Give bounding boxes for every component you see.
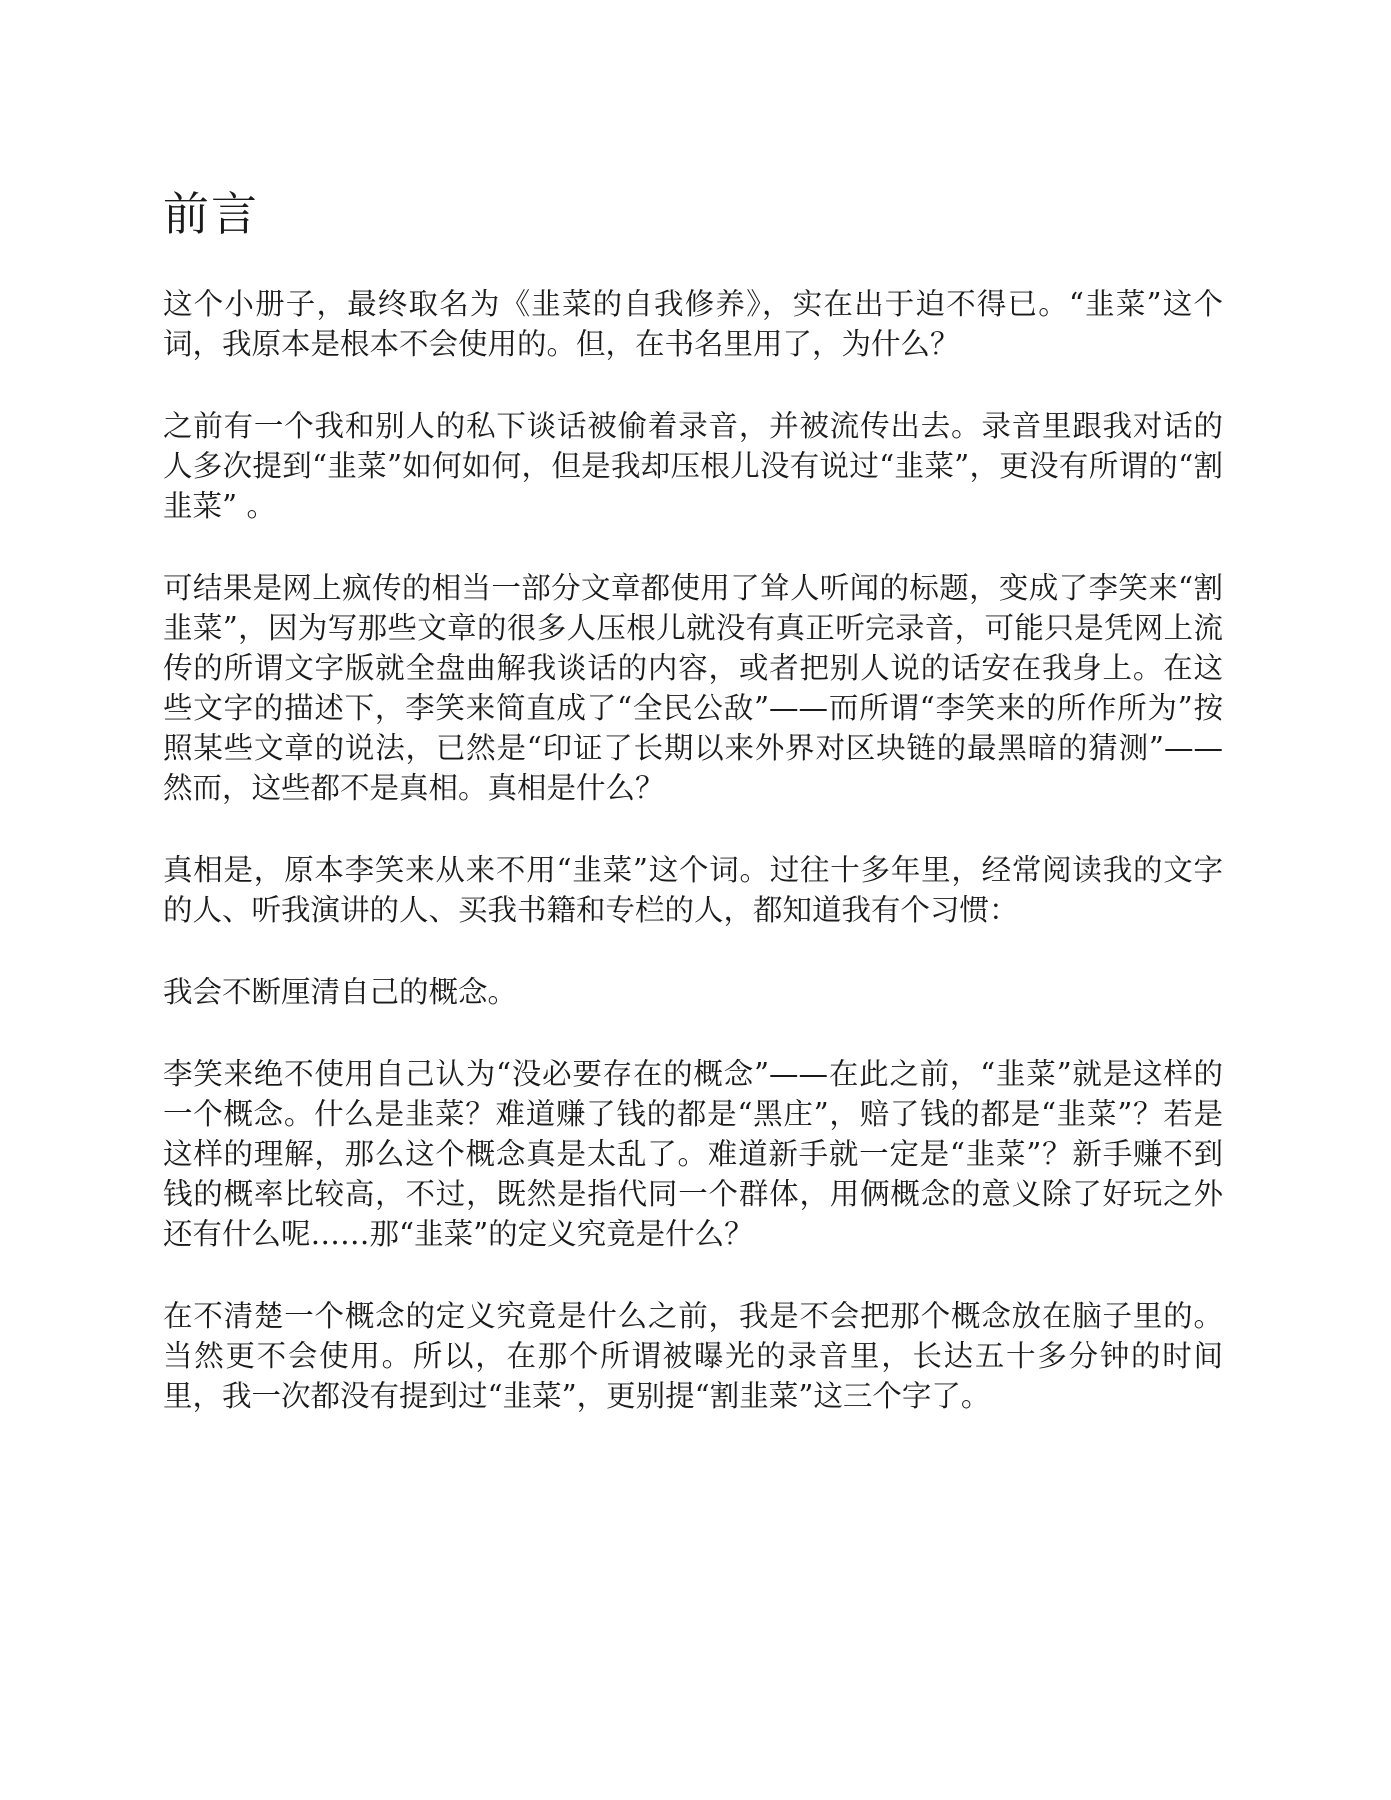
paragraph-4: 真相是，原本李笑来从来不用“韭菜”这个词。过往十多年里，经常阅读我的文字的人、听我演讲的人、买我书籍和专栏的人，都知道我有个习惯： (163, 853, 1223, 927)
paragraph-1: 这个小册子，最终取名为《韭菜的自我修养》，实在出于迫不得已。“韭菜”这个词，我原本是根本不会使用的。但，在书名里用了，为什么？ (163, 287, 1223, 361)
document-page (163, 186, 1223, 1458)
page-title: 前言 (163, 187, 259, 241)
paragraph-2: 之前有一个我和别人的私下谈话被偷着录音，并被流传出去。录音里跟我对话的人多次提到“韭菜”如何如何，但是我却压根儿没有说过“韭菜”，更没有所谓的“割韭菜” 。 (163, 409, 1223, 523)
paragraph-5: 我会不断厘清自己的概念。 (163, 975, 518, 1009)
paragraph-3: 可结果是网上疯传的相当一部分文章都使用了耸人听闻的标题，变成了李笑来“割韭菜”，因为写那些文章的很多人压根儿就没有真正听完录音，可能只是凭网上流传的所谓文字版就全盘曲解我谈话的内容，或者把别人说的话安在我身上。在这些文字的描述下，李笑来简直成了“全民公敌”——而所谓“李笑来的所作所为”按照某些文章的说法，已然是“印证了长期以来外界对区块链的最黑暗的猜测”——然而，这些都不是真相。真相是什么？ (163, 571, 1223, 805)
paragraph-6: 李笑来绝不使用自己认为“没必要存在的概念”——在此之前，“韭菜”就是这样的一个概念。什么是韭菜？难道赚了钱的都是“黑庄”，赔了钱的都是“韭菜”？若是这样的理解，那么这个概念真是太乱了。难道新手就一定是“韭菜”？新手赚不到钱的概率比较高，不过，既然是指代同一个群体，用俩概念的意义除了好玩之外还有什么呢……那“韭菜”的定义究竟是什么？ (163, 1057, 1223, 1251)
paragraph-7: 在不清楚一个概念的定义究竟是什么之前，我是不会把那个概念放在脑子里的。当然更不会使用。所以，在那个所谓被曝光的录音里，长达五十多分钟的时间里，我一次都没有提到过“韭菜”，更别提“割韭菜”这三个字了。 (163, 1299, 1223, 1413)
